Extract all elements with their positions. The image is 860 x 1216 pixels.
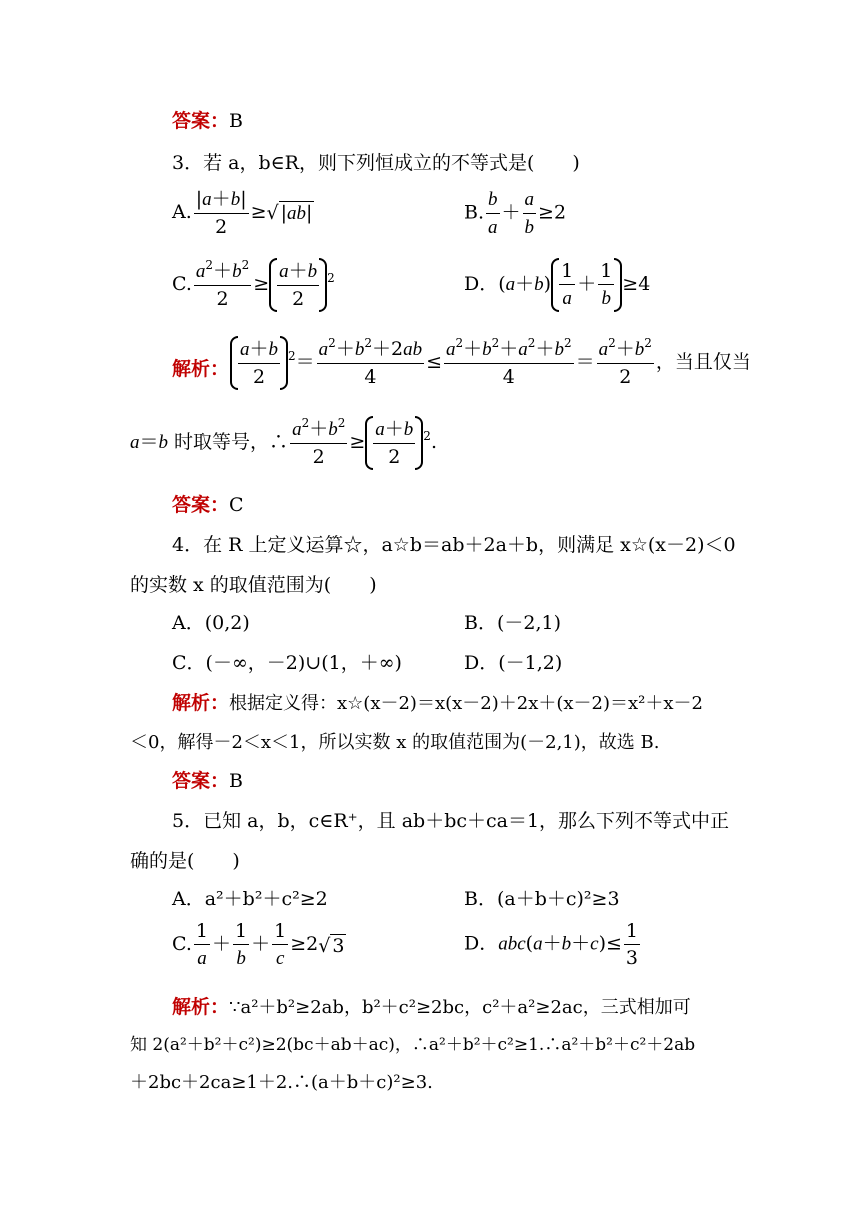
q5-stem-2-text: 确的是( ) bbox=[130, 850, 240, 872]
q5-option-b-text: B．(a＋b＋c)²≥3 bbox=[464, 888, 620, 910]
q5-stem-line2 bbox=[130, 846, 860, 873]
q4-option-b bbox=[464, 608, 854, 635]
q3-analysis-2-render: a＝b 时取等号，∴ $\frac{a^2+b^2}{2}$ ≥ $\frac{a+b}{2}$ $^2$. bbox=[130, 416, 437, 468]
q4-stem-2-text: 的实数 x 的取值范围为( ) bbox=[130, 574, 377, 596]
q3-option-b bbox=[464, 186, 854, 236]
q4-analysis-2-text: ＜0，解得－2＜x＜1，所以实数 x 的取值范围为(－2,1)，故选 B. bbox=[130, 732, 660, 753]
answer-label: 答案： bbox=[172, 110, 230, 132]
q3-option-c-render: C. $\frac{a^2+b^2}{2}$ ≥ $\frac{a+b}{2}$ $^2$ bbox=[172, 258, 335, 310]
answer-label: 答案： bbox=[172, 494, 230, 516]
q5-analysis-1-text: ∵a²＋b²≥2ab，b²＋c²≥2bc，c²＋a²≥2ac，三式相加可 bbox=[229, 997, 691, 1018]
q5-option-c-render: C. $\frac{1}{a}$ ＋ $\frac{1}{b}$ ＋ $\frac{1}{c}$ ≥2√ 3 bbox=[172, 920, 345, 969]
q4-option-d bbox=[464, 648, 854, 675]
q5-option-d-render: D．abc(a＋b＋c)≤ $\frac{1}{3}$ bbox=[464, 920, 638, 969]
q4-analysis-1-text: 根据定义得：x☆(x－2)＝x(x－2)＋2x＋(x－2)＝x²＋x－2 bbox=[229, 693, 703, 714]
q3-stem bbox=[172, 148, 860, 175]
answer-q2 bbox=[172, 106, 860, 133]
q3-analysis-line2 bbox=[130, 416, 860, 476]
analysis-label: 解析： bbox=[172, 692, 230, 714]
answer-q3 bbox=[172, 490, 860, 517]
q4-stem-line2 bbox=[130, 570, 860, 597]
answer-value: C bbox=[229, 494, 244, 516]
q5-analysis-line3 bbox=[130, 1068, 860, 1094]
q5-stem-line1 bbox=[172, 806, 860, 833]
q3-analysis-line1 bbox=[172, 336, 860, 396]
q4-analysis-line2 bbox=[130, 728, 860, 754]
q4-stem-1-text: 4．在 R 上定义运算☆，a☆b＝ab＋2a＋b，则满足 x☆(x－2)＜0 bbox=[172, 534, 736, 556]
q5-analysis-line1 bbox=[172, 992, 860, 1019]
analysis-label: 解析： bbox=[172, 996, 230, 1018]
q3-stem-text: 3．若 a，b∈R，则下列恒成立的不等式是( ) bbox=[172, 152, 580, 174]
q5-analysis-2-text: 知 2(a²＋b²＋c²)≥2(bc＋ab＋ac)，∴a²＋b²＋c²≥1.∴a²＋b²＋c²＋2ab bbox=[130, 1035, 696, 1055]
q3-option-d bbox=[464, 258, 854, 314]
q4-analysis-line1 bbox=[172, 688, 860, 715]
q5-option-b bbox=[464, 884, 854, 911]
q3-option-b-render: B. $\frac{b}{a}$ ＋ $\frac{a}{b}$ ≥2 bbox=[464, 186, 566, 241]
answer-value: B bbox=[229, 110, 243, 132]
q5-analysis-line2 bbox=[130, 1030, 860, 1055]
q4-stem-line1 bbox=[172, 530, 860, 557]
answer-label: 答案： bbox=[172, 770, 230, 792]
q3-analysis-1-render: $\frac{a+b}{2}$ $^2$＝ $\frac{a^2+b^2+2ab}{4}$ ≤ $\frac{a^2+b^2+a^2+b^2}{4}$ ＝ $\frac{a^2+b^2}{2}$ ，当且仅当 bbox=[230, 336, 751, 390]
q3-option-d-render: D．(a＋b) $\frac{1}{a}$ ＋ $\frac{1}{b}$ ≥4 bbox=[464, 258, 650, 312]
q4-option-d-text: D．(－1,2) bbox=[464, 652, 563, 674]
q5-option-d bbox=[464, 918, 854, 974]
q4-option-a-text: A．(0,2) bbox=[172, 612, 250, 634]
answer-q4 bbox=[172, 766, 860, 793]
answer-value: B bbox=[229, 770, 243, 792]
q4-option-c-text: C．(－∞，－2)∪(1，＋∞) bbox=[172, 652, 402, 674]
analysis-label: 解析： bbox=[172, 358, 230, 380]
q4-option-b-text: B．(－2,1) bbox=[464, 612, 562, 634]
q5-option-a-text: A．a²＋b²＋c²≥2 bbox=[172, 888, 328, 910]
q5-analysis-3-text: ＋2bc＋2ca≥1＋2.∴(a＋b＋c)²≥3. bbox=[130, 1072, 433, 1093]
q5-stem-1-text: 5．已知 a，b，c∈R⁺，且 ab＋bc＋ca＝1，那么下列不等式中正 bbox=[172, 810, 730, 832]
q3-option-a-render: A. $\frac{|a+b|}{2}$ ≥√ |ab| bbox=[172, 188, 313, 238]
